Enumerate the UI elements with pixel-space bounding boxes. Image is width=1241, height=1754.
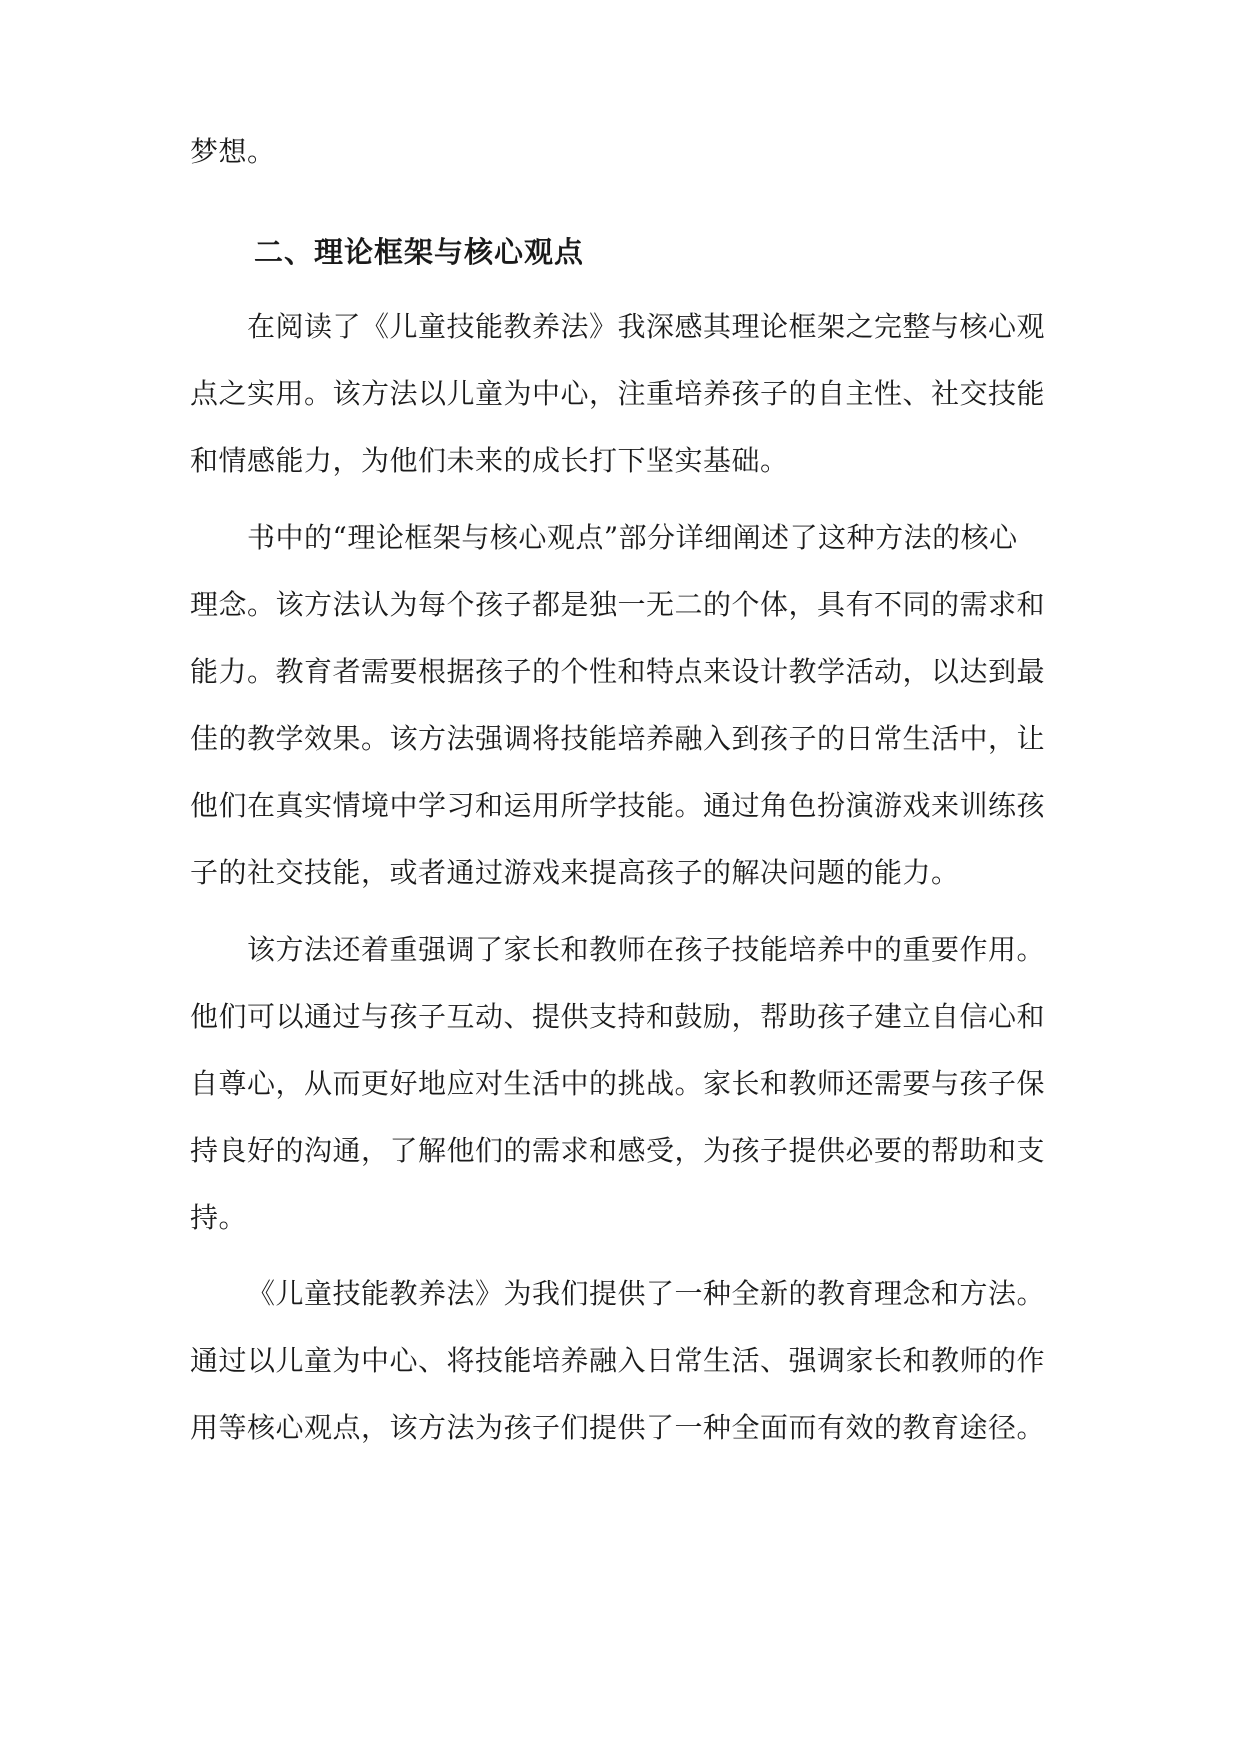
- paragraph-line: 他们可以通过与孩子互动、提供支持和鼓励，帮助孩子建立自信心和: [190, 1000, 1046, 1033]
- paragraph-line: 用等核心观点，该方法为孩子们提供了一种全面而有效的教育途径。: [190, 1411, 1046, 1444]
- paragraph-line: 自尊心，从而更好地应对生活中的挑战。家长和教师还需要与孩子保: [190, 1067, 1046, 1100]
- paragraph-line: 点之实用。该方法以儿童为中心，注重培养孩子的自主性、社交技能: [190, 377, 1046, 410]
- paragraph-line: 在阅读了《儿童技能教养法》我深感其理论框架之完整与核心观: [247, 310, 1046, 343]
- paragraph-line: 持。: [190, 1201, 248, 1234]
- paragraph-line: 他们在真实情境中学习和运用所学技能。通过角色扮演游戏来训练孩: [190, 789, 1046, 822]
- paragraph-line: 持良好的沟通，了解他们的需求和感受，为孩子提供必要的帮助和支: [190, 1134, 1046, 1167]
- paragraph-line: 子的社交技能，或者通过游戏来提高孩子的解决问题的能力。: [190, 856, 960, 889]
- paragraph-line: 理念。该方法认为每个孩子都是独一无二的个体，具有不同的需求和: [190, 588, 1046, 621]
- paragraph-line: 通过以儿童为中心、将技能培养融入日常生活、强调家长和教师的作: [190, 1344, 1046, 1377]
- section-heading: 二、理论框架与核心观点: [254, 235, 585, 269]
- paragraph-line: 和情感能力，为他们未来的成长打下坚实基础。: [190, 444, 789, 477]
- paragraph-line: 能力。教育者需要根据孩子的个性和特点来设计教学活动，以达到最: [190, 655, 1046, 688]
- paragraph-line: 书中的“理论框架与核心观点”部分详细阐述了这种方法的核心: [247, 521, 1018, 554]
- paragraph-line: 《儿童技能教养法》为我们提供了一种全新的教育理念和方法。: [247, 1277, 1046, 1310]
- paragraph-line: 该方法还着重强调了家长和教师在孩子技能培养中的重要作用。: [247, 933, 1046, 966]
- continuation-text: 梦想。: [190, 135, 276, 168]
- paragraph-line: 佳的教学效果。该方法强调将技能培养融入到孩子的日常生活中，让: [190, 722, 1046, 755]
